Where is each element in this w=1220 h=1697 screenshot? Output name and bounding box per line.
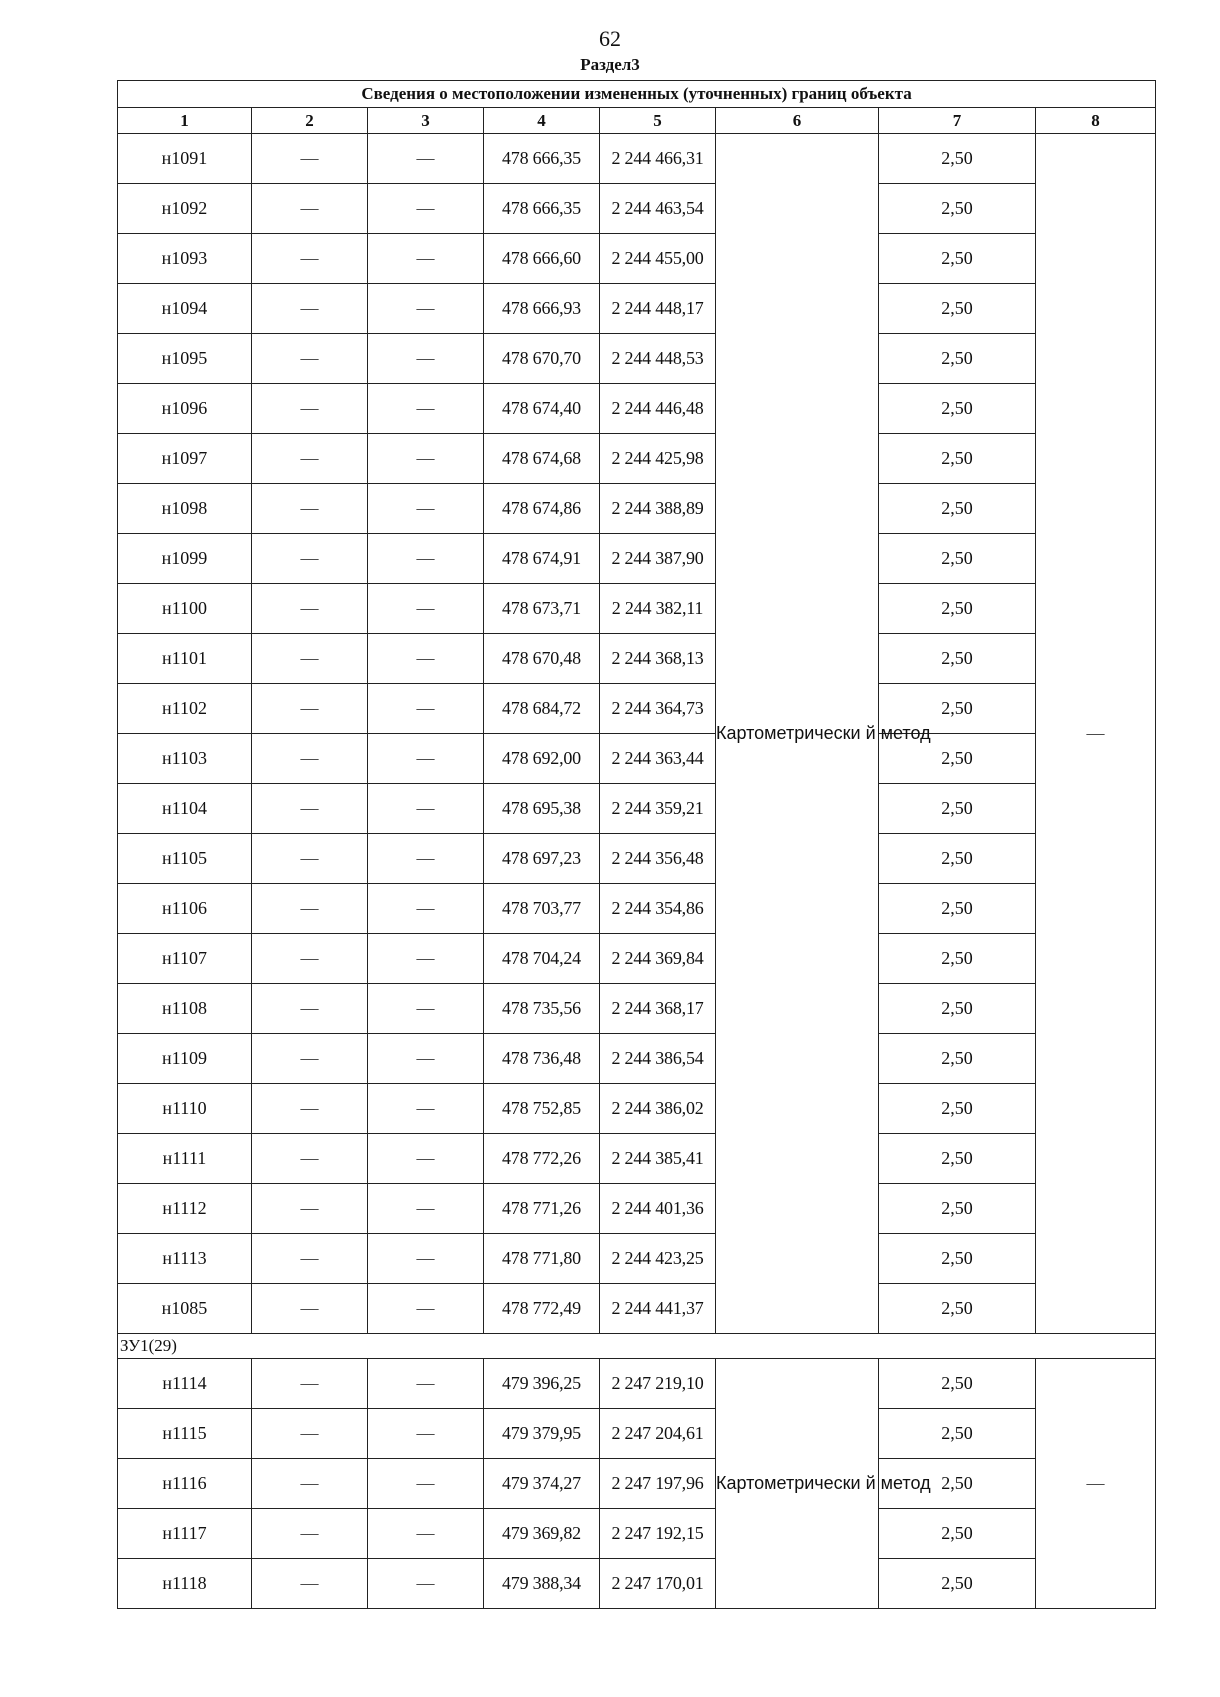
col2-cell: — xyxy=(252,434,368,484)
y-coordinate-cell: 2 244 463,54 xyxy=(600,184,716,234)
point-cell: н1102 xyxy=(118,684,252,734)
point-cell: н1099 xyxy=(118,534,252,584)
col2-cell: — xyxy=(252,1409,368,1459)
y-coordinate-cell: 2 244 354,86 xyxy=(600,884,716,934)
x-coordinate-cell: 479 396,25 xyxy=(484,1359,600,1409)
method-cell: Картометрически й метод xyxy=(716,134,879,1334)
col3-cell: — xyxy=(368,1184,484,1234)
col3-cell: — xyxy=(368,784,484,834)
point-cell: н1111 xyxy=(118,1134,252,1184)
accuracy-cell: 2,50 xyxy=(879,384,1036,434)
col3-cell: — xyxy=(368,1459,484,1509)
col3-cell: — xyxy=(368,584,484,634)
point-cell: н1094 xyxy=(118,284,252,334)
y-coordinate-cell: 2 244 455,00 xyxy=(600,234,716,284)
y-coordinate-cell: 2 244 386,54 xyxy=(600,1034,716,1084)
accuracy-cell: 2,50 xyxy=(879,284,1036,334)
x-coordinate-cell: 478 666,60 xyxy=(484,234,600,284)
table-row xyxy=(118,384,1156,434)
point-cell: н1107 xyxy=(118,934,252,984)
col2-cell: — xyxy=(252,1034,368,1084)
accuracy-cell: 2,50 xyxy=(879,184,1036,234)
point-cell: н1108 xyxy=(118,984,252,1034)
col3-cell: — xyxy=(368,1409,484,1459)
col2-cell: — xyxy=(252,1134,368,1184)
y-coordinate-cell: 2 244 382,11 xyxy=(600,584,716,634)
col2-cell: — xyxy=(252,684,368,734)
x-coordinate-cell: 478 736,48 xyxy=(484,1034,600,1084)
group-label: ЗУ1(29) xyxy=(118,1334,1156,1359)
col3-cell: — xyxy=(368,234,484,284)
accuracy-cell: 2,50 xyxy=(879,1509,1036,1559)
accuracy-cell: 2,50 xyxy=(879,634,1036,684)
column-number-row xyxy=(118,108,1156,134)
col2-cell: — xyxy=(252,1559,368,1609)
y-coordinate-cell: 2 244 356,48 xyxy=(600,834,716,884)
x-coordinate-cell: 479 374,27 xyxy=(484,1459,600,1509)
accuracy-cell: 2,50 xyxy=(879,1234,1036,1284)
y-coordinate-cell: 2 244 369,84 xyxy=(600,934,716,984)
col2-cell: — xyxy=(252,784,368,834)
x-coordinate-cell: 478 674,68 xyxy=(484,434,600,484)
y-coordinate-cell: 2 244 385,41 xyxy=(600,1134,716,1184)
table-row xyxy=(118,634,1156,684)
col2-cell: — xyxy=(252,384,368,434)
point-cell: н1106 xyxy=(118,884,252,934)
point-cell: н1105 xyxy=(118,834,252,884)
col2-cell: — xyxy=(252,934,368,984)
x-coordinate-cell: 478 695,38 xyxy=(484,784,600,834)
table-row xyxy=(118,1559,1156,1609)
accuracy-cell: 2,50 xyxy=(879,1134,1036,1184)
point-cell: н1117 xyxy=(118,1509,252,1559)
point-cell: н1097 xyxy=(118,434,252,484)
boundary-table xyxy=(117,80,1156,1609)
table-row xyxy=(118,1184,1156,1234)
y-coordinate-cell: 2 244 401,36 xyxy=(600,1184,716,1234)
y-coordinate-cell: 2 244 359,21 xyxy=(600,784,716,834)
y-coordinate-cell: 2 247 204,61 xyxy=(600,1409,716,1459)
col2-cell: — xyxy=(252,334,368,384)
accuracy-cell: 2,50 xyxy=(879,1459,1036,1509)
y-coordinate-cell: 2 247 197,96 xyxy=(600,1459,716,1509)
y-coordinate-cell: 2 247 192,15 xyxy=(600,1509,716,1559)
column-number-1: 1 xyxy=(118,108,252,134)
accuracy-cell: 2,50 xyxy=(879,1559,1036,1609)
accuracy-cell: 2,50 xyxy=(879,1284,1036,1334)
table-row xyxy=(118,1234,1156,1284)
table-row xyxy=(118,334,1156,384)
col3-cell: — xyxy=(368,1359,484,1409)
point-cell: н1100 xyxy=(118,584,252,634)
point-cell: н1118 xyxy=(118,1559,252,1609)
x-coordinate-cell: 478 772,49 xyxy=(484,1284,600,1334)
table-row xyxy=(118,1509,1156,1559)
table-row xyxy=(118,584,1156,634)
y-coordinate-cell: 2 244 441,37 xyxy=(600,1284,716,1334)
table-row xyxy=(118,434,1156,484)
table-row xyxy=(118,484,1156,534)
section-title: Раздел3 xyxy=(580,55,640,74)
col3-cell: — xyxy=(368,884,484,934)
table-row xyxy=(118,534,1156,584)
table-row xyxy=(118,184,1156,234)
col2-cell: — xyxy=(252,484,368,534)
x-coordinate-cell: 478 704,24 xyxy=(484,934,600,984)
column-number-7: 7 xyxy=(879,108,1036,134)
accuracy-cell: 2,50 xyxy=(879,1084,1036,1134)
x-coordinate-cell: 479 388,34 xyxy=(484,1559,600,1609)
col3-cell: — xyxy=(368,334,484,384)
column-number-3: 3 xyxy=(368,108,484,134)
table-row xyxy=(118,134,1156,184)
accuracy-cell: 2,50 xyxy=(879,234,1036,284)
point-cell: н1093 xyxy=(118,234,252,284)
accuracy-cell: 2,50 xyxy=(879,734,1036,784)
col3-cell: — xyxy=(368,734,484,784)
col3-cell: — xyxy=(368,134,484,184)
col2-cell: — xyxy=(252,1509,368,1559)
col2-cell: — xyxy=(252,534,368,584)
accuracy-cell: 2,50 xyxy=(879,1184,1036,1234)
y-coordinate-cell: 2 244 466,31 xyxy=(600,134,716,184)
point-cell: н1101 xyxy=(118,634,252,684)
x-coordinate-cell: 478 772,26 xyxy=(484,1134,600,1184)
point-cell: н1114 xyxy=(118,1359,252,1409)
col2-cell: — xyxy=(252,234,368,284)
table-row xyxy=(118,934,1156,984)
table-row xyxy=(118,834,1156,884)
y-coordinate-cell: 2 244 363,44 xyxy=(600,734,716,784)
y-coordinate-cell: 2 244 386,02 xyxy=(600,1084,716,1134)
accuracy-cell: 2,50 xyxy=(879,884,1036,934)
accuracy-cell: 2,50 xyxy=(879,434,1036,484)
point-cell: н1112 xyxy=(118,1184,252,1234)
table-body xyxy=(118,134,1156,1609)
x-coordinate-cell: 478 752,85 xyxy=(484,1084,600,1134)
table-row xyxy=(118,1409,1156,1459)
point-cell: н1110 xyxy=(118,1084,252,1134)
x-coordinate-cell: 478 703,77 xyxy=(484,884,600,934)
point-cell: н1091 xyxy=(118,134,252,184)
table-row xyxy=(118,884,1156,934)
x-coordinate-cell: 478 674,91 xyxy=(484,534,600,584)
col2-cell: — xyxy=(252,1184,368,1234)
point-cell: н1092 xyxy=(118,184,252,234)
table-title: Сведения о местоположении измененных (уточненных) границ объекта xyxy=(118,81,1156,108)
note-cell: — xyxy=(1036,1359,1156,1609)
table-row xyxy=(118,684,1156,734)
col3-cell: — xyxy=(368,184,484,234)
accuracy-cell: 2,50 xyxy=(879,484,1036,534)
x-coordinate-cell: 478 771,26 xyxy=(484,1184,600,1234)
y-coordinate-cell: 2 244 368,13 xyxy=(600,634,716,684)
y-coordinate-cell: 2 244 446,48 xyxy=(600,384,716,434)
x-coordinate-cell: 478 670,70 xyxy=(484,334,600,384)
point-cell: н1116 xyxy=(118,1459,252,1509)
col3-cell: — xyxy=(368,1134,484,1184)
col3-cell: — xyxy=(368,484,484,534)
col3-cell: — xyxy=(368,934,484,984)
y-coordinate-cell: 2 244 448,17 xyxy=(600,284,716,334)
point-cell: н1109 xyxy=(118,1034,252,1084)
col3-cell: — xyxy=(368,1559,484,1609)
accuracy-cell: 2,50 xyxy=(879,784,1036,834)
x-coordinate-cell: 478 684,72 xyxy=(484,684,600,734)
col2-cell: — xyxy=(252,134,368,184)
col3-cell: — xyxy=(368,1084,484,1134)
col2-cell: — xyxy=(252,1459,368,1509)
point-cell: н1104 xyxy=(118,784,252,834)
table-row xyxy=(118,234,1156,284)
accuracy-cell: 2,50 xyxy=(879,1409,1036,1459)
point-cell: н1113 xyxy=(118,1234,252,1284)
table-row xyxy=(118,984,1156,1034)
x-coordinate-cell: 478 673,71 xyxy=(484,584,600,634)
table-row xyxy=(118,734,1156,784)
x-coordinate-cell: 479 379,95 xyxy=(484,1409,600,1459)
point-cell: н1098 xyxy=(118,484,252,534)
table-row xyxy=(118,1134,1156,1184)
x-coordinate-cell: 478 674,86 xyxy=(484,484,600,534)
accuracy-cell: 2,50 xyxy=(879,934,1036,984)
col2-cell: — xyxy=(252,1234,368,1284)
col2-cell: — xyxy=(252,1084,368,1134)
accuracy-cell: 2,50 xyxy=(879,334,1036,384)
column-number-5: 5 xyxy=(600,108,716,134)
y-coordinate-cell: 2 244 388,89 xyxy=(600,484,716,534)
column-number-8: 8 xyxy=(1036,108,1156,134)
y-coordinate-cell: 2 247 170,01 xyxy=(600,1559,716,1609)
x-coordinate-cell: 478 670,48 xyxy=(484,634,600,684)
point-cell: н1095 xyxy=(118,334,252,384)
accuracy-cell: 2,50 xyxy=(879,834,1036,884)
col3-cell: — xyxy=(368,1034,484,1084)
col3-cell: — xyxy=(368,984,484,1034)
accuracy-cell: 2,50 xyxy=(879,684,1036,734)
x-coordinate-cell: 478 697,23 xyxy=(484,834,600,884)
table-row xyxy=(118,1359,1156,1409)
y-coordinate-cell: 2 244 448,53 xyxy=(600,334,716,384)
col2-cell: — xyxy=(252,584,368,634)
page-number: 62 xyxy=(599,26,621,51)
point-cell: н1115 xyxy=(118,1409,252,1459)
table-row xyxy=(118,1034,1156,1084)
col3-cell: — xyxy=(368,384,484,434)
col2-cell: — xyxy=(252,984,368,1034)
column-number-4: 4 xyxy=(484,108,600,134)
accuracy-cell: 2,50 xyxy=(879,1359,1036,1409)
column-number-6: 6 xyxy=(716,108,879,134)
accuracy-cell: 2,50 xyxy=(879,534,1036,584)
x-coordinate-cell: 478 692,00 xyxy=(484,734,600,784)
method-cell: Картометрически й метод xyxy=(716,1359,879,1609)
y-coordinate-cell: 2 244 425,98 xyxy=(600,434,716,484)
point-cell: н1103 xyxy=(118,734,252,784)
col2-cell: — xyxy=(252,284,368,334)
col3-cell: — xyxy=(368,534,484,584)
y-coordinate-cell: 2 244 423,25 xyxy=(600,1234,716,1284)
col3-cell: — xyxy=(368,634,484,684)
col3-cell: — xyxy=(368,834,484,884)
accuracy-cell: 2,50 xyxy=(879,584,1036,634)
x-coordinate-cell: 479 369,82 xyxy=(484,1509,600,1559)
x-coordinate-cell: 478 666,93 xyxy=(484,284,600,334)
col3-cell: — xyxy=(368,1509,484,1559)
col3-cell: — xyxy=(368,684,484,734)
col2-cell: — xyxy=(252,834,368,884)
table-row xyxy=(118,1284,1156,1334)
accuracy-cell: 2,50 xyxy=(879,1034,1036,1084)
y-coordinate-cell: 2 247 219,10 xyxy=(600,1359,716,1409)
table-row xyxy=(118,1084,1156,1134)
x-coordinate-cell: 478 666,35 xyxy=(484,184,600,234)
x-coordinate-cell: 478 771,80 xyxy=(484,1234,600,1284)
x-coordinate-cell: 478 735,56 xyxy=(484,984,600,1034)
table-row xyxy=(118,284,1156,334)
table-row xyxy=(118,784,1156,834)
point-cell: н1085 xyxy=(118,1284,252,1334)
x-coordinate-cell: 478 666,35 xyxy=(484,134,600,184)
col2-cell: — xyxy=(252,1359,368,1409)
col3-cell: — xyxy=(368,1234,484,1284)
column-number-2: 2 xyxy=(252,108,368,134)
y-coordinate-cell: 2 244 387,90 xyxy=(600,534,716,584)
col2-cell: — xyxy=(252,1284,368,1334)
x-coordinate-cell: 478 674,40 xyxy=(484,384,600,434)
col3-cell: — xyxy=(368,434,484,484)
y-coordinate-cell: 2 244 364,73 xyxy=(600,684,716,734)
group-row xyxy=(118,1334,1156,1359)
table-row xyxy=(118,1459,1156,1509)
col3-cell: — xyxy=(368,284,484,334)
col2-cell: — xyxy=(252,884,368,934)
col3-cell: — xyxy=(368,1284,484,1334)
col2-cell: — xyxy=(252,634,368,684)
col2-cell: — xyxy=(252,734,368,784)
accuracy-cell: 2,50 xyxy=(879,984,1036,1034)
y-coordinate-cell: 2 244 368,17 xyxy=(600,984,716,1034)
point-cell: н1096 xyxy=(118,384,252,434)
note-cell: — xyxy=(1036,134,1156,1334)
accuracy-cell: 2,50 xyxy=(879,134,1036,184)
col2-cell: — xyxy=(252,184,368,234)
